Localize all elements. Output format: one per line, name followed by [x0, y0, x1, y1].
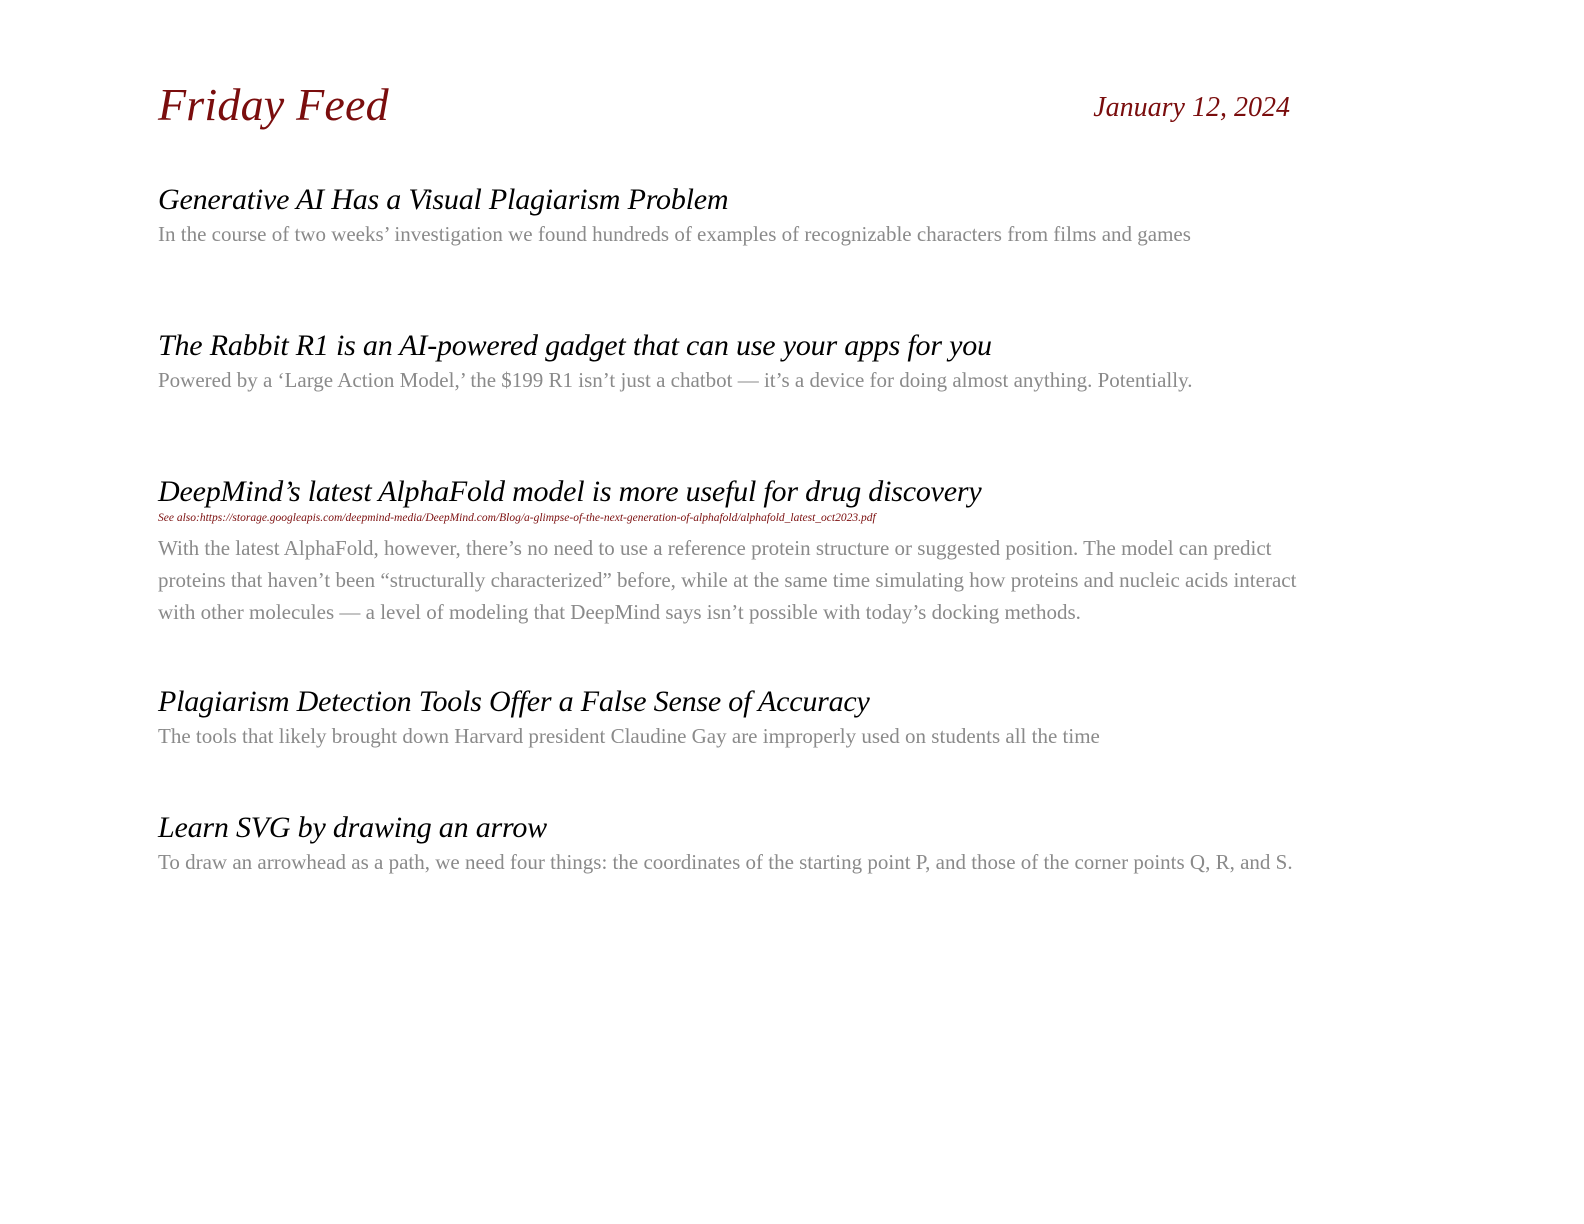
feed-title: Friday Feed	[158, 79, 389, 130]
article-item	[158, 182, 1308, 250]
article-title-link[interactable]: Plagiarism Detection Tools Offer a False Sense of Accuracy	[158, 685, 870, 718]
article-summary: Powered by a ‘Large Action Model,’ the $199 R1 isn’t just a chatbot — it’s a device for doing almost anything. Potentially.	[158, 368, 1193, 392]
article-item	[158, 810, 1308, 878]
feed-page	[158, 78, 1308, 874]
article-title-link[interactable]: Generative AI Has a Visual Plagiarism Problem	[158, 183, 729, 216]
article-summary: With the latest AlphaFold, however, there’s no need to use a reference protein structure or suggested position. The model can predict proteins that haven’t been “structurally characterized” before, while at the same time simulating how proteins and nucleic acids interact with other molecules — a level of modeling that DeepMind says isn’t possible with today’s docking methods.	[158, 536, 1297, 624]
see-also-line	[158, 510, 1308, 526]
article-title-link[interactable]: Learn SVG by drawing an arrow	[158, 811, 547, 844]
article-title-link[interactable]: DeepMind’s latest AlphaFold model is more useful for drug discovery	[158, 475, 982, 508]
article-summary: The tools that likely brought down Harvard president Claudine Gay are improperly used on students all the time	[158, 724, 1100, 748]
article-title-link[interactable]: The Rabbit R1 is an AI-powered gadget that can use your apps for you	[158, 329, 992, 362]
article-item	[158, 684, 1308, 752]
article-summary: In the course of two weeks’ investigation we found hundreds of examples of recognizable characters from films and games	[158, 222, 1191, 246]
feed-date: January 12, 2024	[1093, 92, 1290, 123]
article-item	[158, 474, 1308, 628]
article-summary: To draw an arrowhead as a path, we need four things: the coordinates of the starting point P, and those of the corner points Q, R, and S.	[158, 850, 1293, 874]
see-also-label: See also:	[158, 512, 200, 524]
masthead	[158, 78, 1308, 148]
see-also-link[interactable]: https://storage.googleapis.com/deepmind-media/DeepMind.com/Blog/a-glimpse-of-the-next-generation-of-alphafold/alphafold_latest_oct2023.pdf	[199, 512, 876, 524]
article-item	[158, 328, 1308, 396]
